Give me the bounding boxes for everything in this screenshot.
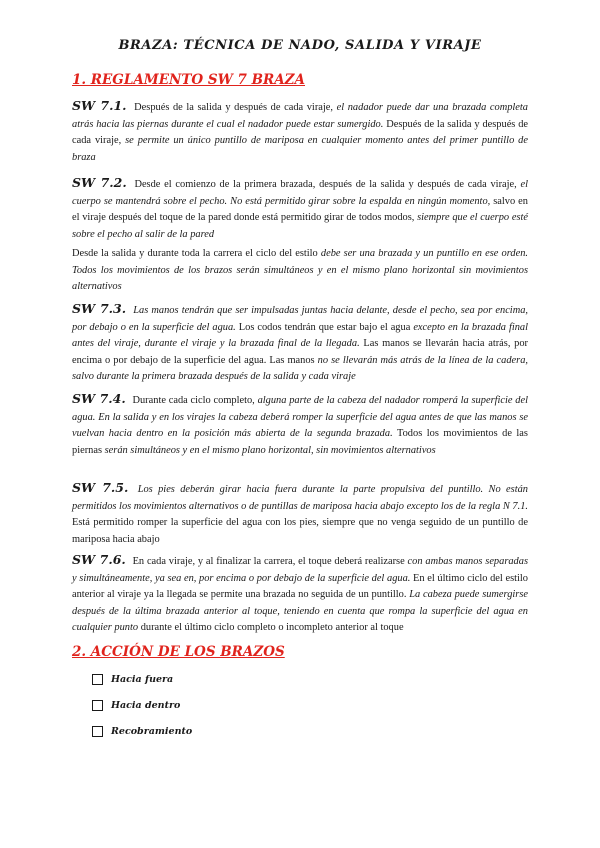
- text: salvo en el viraje después del toque de la pared donde está permitido girar de todos modos,: [72, 195, 528, 224]
- text: Está permitido romper la superficie del agua con los pies, siempre que no venga seguido de un puntillo de mariposa hacia abajo: [72, 517, 528, 545]
- checklist-item[interactable]: [92, 700, 180, 711]
- paragraph-sw73: [72, 301, 528, 386]
- italic-text: siempre que el cuerpo esté sobre el pecho al salir de la pared: [72, 212, 528, 240]
- checkbox[interactable]: [92, 700, 103, 711]
- italic-text: excepto en la brazada final antes del viraje, durante el viraje y la brazada final de la llegada.: [72, 321, 528, 350]
- text: Durante cada ciclo completo,: [132, 395, 255, 406]
- rule-label: SW 7.1.: [72, 98, 127, 113]
- text: Desde el comienzo de la primera brazada, después de la salida y después de cada viraje,: [134, 179, 517, 190]
- checklist-item[interactable]: [92, 674, 173, 685]
- text: Las manos se llevarán hacia atrás, por encima o por debajo de la superficie del agua. Las manos: [72, 338, 528, 366]
- checklist-item[interactable]: [92, 726, 192, 737]
- text: Todos los movimientos de las piernas: [72, 428, 528, 456]
- rule-label: SW 7.4.: [72, 391, 126, 406]
- text: En cada viraje, y al finalizar la carrera, el toque deberá realizarse: [132, 556, 405, 567]
- paragraph-sw75: [72, 480, 528, 548]
- rule-label: SW 7.2.: [72, 175, 127, 190]
- italic-text: alguna parte de la cabeza del nadador romperá la superficie del agua. En la salida y en los virajes la cabeza deberá romper la superficie del agua antes de que las manos se vuelvan hacia dentro en la posición más abierta de la segunda brazada.: [72, 395, 528, 440]
- checklist-label: Recobramiento: [111, 726, 193, 737]
- italic-text: Las manos tendrán que ser impulsadas juntas hacia delante, desde el pecho, sea por encima, por debajo o en la superficie del agua.: [72, 305, 528, 333]
- text: durante el último ciclo completo o incompleto anterior al toque: [140, 622, 404, 634]
- italic-text: debe ser una brazada y un puntillo en ese orden. Todos los movimientos de los brazos serán simultáneos y en el mismo plano horizontal sin movimientos alternativos: [72, 248, 528, 293]
- italic-text: el nadador puede dar una brazada completa atrás hacia las piernas durante el cual el nadador puede estar sumergido.: [72, 102, 528, 130]
- text: Desde la salida y durante toda la carrera el ciclo del estilo: [72, 248, 318, 259]
- checklist-label: Hacia fuera: [111, 674, 174, 685]
- paragraph-sw74: [72, 391, 528, 459]
- rule-label: SW 7.6.: [72, 552, 126, 567]
- paragraph-sw76: [72, 552, 528, 637]
- checkbox[interactable]: [92, 726, 103, 737]
- checklist-label: Hacia dentro: [111, 700, 181, 711]
- rule-label: SW 7.3.: [72, 301, 127, 316]
- italic-text: no se llevarán más atrás de la línea de la cadera, salvo durante la primera brazada después de la salida y cada viraje: [72, 354, 529, 383]
- italic-text: La cabeza puede sumergirse después de la última brazada anterior al toque, teniendo en cuenta que rompa la superficie del agua en cualquier punto: [72, 589, 528, 634]
- text: Después de la salida y después de cada viraje,: [134, 102, 333, 113]
- page-title: BRAZA: TÉCNICA DE NADO, SALIDA Y VIRAJE: [118, 38, 482, 53]
- italic-text: serán simultáneos y en el mismo plano horizontal, sin movimientos alternativos: [104, 444, 436, 456]
- italic-text: Los pies deberán girar hacia fuera durante la parte propulsiva del puntillo. No están permitidos los movimientos alternativos o de puntillas de mariposa hacia abajo excepto los de la regla N 7.1.: [72, 484, 528, 512]
- section-heading-reglamento: 1. REGLAMENTO SW 7 BRAZA: [72, 72, 306, 88]
- paragraph-sw71: [72, 98, 528, 166]
- section-heading-accion-brazos: 2. ACCIÓN DE LOS BRAZOS: [72, 644, 285, 660]
- paragraph-sw72: [72, 175, 528, 243]
- checkbox[interactable]: [92, 674, 103, 685]
- text: En el último ciclo del estilo anterior al viraje ya la llegada se permite una brazada no seguida de un puntillo.: [72, 572, 528, 601]
- italic-text: con ambas manos separadas y simultáneamente, ya sea en, por encima o por debajo de la superficie del agua.: [72, 556, 528, 584]
- paragraph-ciclo: [72, 246, 528, 296]
- rule-label: SW 7.5.: [72, 480, 129, 495]
- text: Los codos tendrán que estar bajo el agua: [238, 321, 411, 333]
- text: Después de la salida y después de cada viraje,: [72, 118, 529, 147]
- italic-text: el cuerpo se mantendrá sobre el pecho. No está permitido girar sobre la espalda en ningún momento,: [72, 179, 528, 207]
- italic-text: se permite un único puntillo de mariposa en cualquier momento antes del primer puntillo de braza: [72, 135, 528, 163]
